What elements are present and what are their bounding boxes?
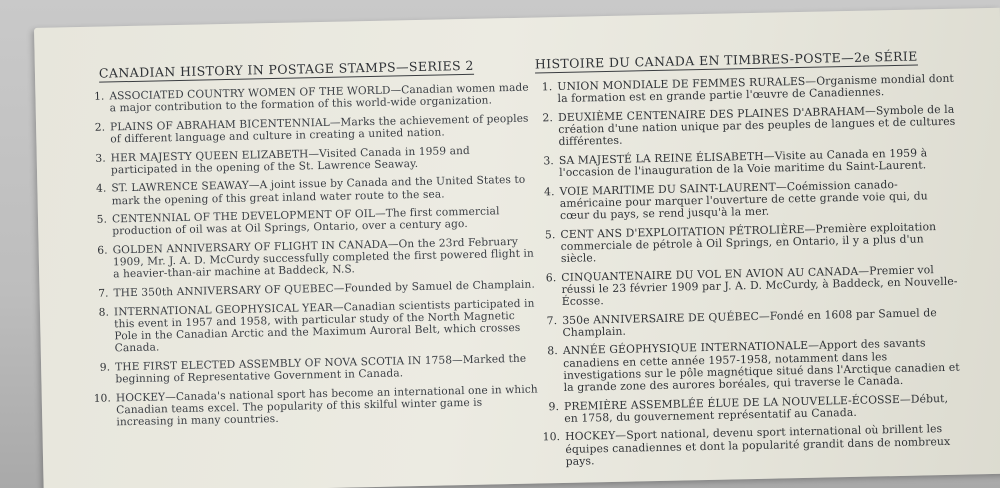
french-list-item bbox=[540, 306, 960, 339]
french-list-item bbox=[535, 73, 955, 106]
english-list-item bbox=[89, 143, 534, 177]
item-text: VOIE MARITIME DU SAINT-LAURENT—Coémission canado-américaine pour marquer l'ouverture de cette grande voie qui, du cœur du pays, se rend jusqu'à la mer. bbox=[559, 177, 928, 223]
english-list-item bbox=[89, 174, 534, 208]
item-text: GOLDEN ANNIVERSARY OF FLIGHT IN CANADA—On the 23rd February 1909, Mr. J. A. D. McCurdy successfully completed the first powered flight in a heavier-than-air machine at Baddeck, N.S. bbox=[112, 235, 535, 281]
item-text: CENTENNIAL OF THE DEVELOPMENT OF OIL—The first commercial production of oil was at Oil Springs, Ontario, over a century ago. bbox=[111, 205, 500, 238]
item-text: CENT ANS D'EXPLOITATION PÉTROLIÈRE—Première exploitation commerciale de pétrole à Oil Springs, en Ontario, il y a plus d'un siècle. bbox=[560, 219, 937, 266]
item-text: THE FIRST ELECTED ASSEMBLY OF NOVA SCOTIA IN 1758—Marked the beginning of Representative Government in Canada. bbox=[114, 352, 527, 386]
item-text: HER MAJESTY QUEEN ELIZABETH—Visited Canada in 1959 and participated in the opening of the St. Lawrence Seaway. bbox=[110, 144, 470, 177]
stamp-info-card bbox=[34, 8, 1000, 488]
french-items-list bbox=[535, 73, 963, 469]
english-list-item bbox=[88, 112, 533, 146]
item-number: 8. bbox=[98, 306, 110, 319]
item-text: SA MAJESTÉ LA REINE ÉLISABETH—Visite au Canada en 1959 à l'occasion de l'inauguration de la Voie maritime du Saint-Laurent. bbox=[558, 146, 928, 180]
french-list-item bbox=[537, 177, 958, 222]
english-list-item bbox=[94, 383, 540, 429]
french-list-item bbox=[541, 337, 962, 395]
item-number: 7. bbox=[546, 313, 558, 327]
item-number: 2. bbox=[94, 121, 106, 134]
item-text: INTERNATIONAL GEOPHYSICAL YEAR—Canadian scientists participated in this event in 1957 and 1958, with particular study of the North Magnetic Pole in the Canadian Arctic and the Maximum Auroral Belt, which crosses Canada. bbox=[113, 297, 535, 355]
item-number: 2. bbox=[542, 110, 554, 125]
item-text: ASSOCIATED COUNTRY WOMEN OF THE WORLD—Canadian women made a major contribution to the formation of this world-wide organization. bbox=[109, 81, 529, 115]
item-number: 3. bbox=[543, 153, 555, 168]
french-heading: HISTOIRE DU CANADA EN TIMBRES-POSTE—2e SÉRIE bbox=[534, 48, 918, 72]
item-number: 4. bbox=[95, 182, 107, 196]
item-text: HOCKEY—Canada's national sport has become an international one in which Canadian teams excel. The popularity of this skilful winter game is increasing in many countries. bbox=[115, 383, 538, 429]
item-number: 5. bbox=[544, 227, 556, 241]
french-list-item bbox=[537, 146, 957, 179]
item-number: 10. bbox=[542, 430, 561, 444]
item-text: ST. LAWRENCE SEAWAY—A joint issue by Canada and the United States to mark the opening of this great inland water route to the sea. bbox=[111, 174, 526, 208]
item-number: 8. bbox=[547, 344, 559, 358]
english-items-list bbox=[87, 82, 539, 429]
french-column bbox=[535, 45, 964, 475]
item-text: DEUXIÈME CENTENAIRE DES PLAINES D'ABRAHAM—Symbole de la création d'une nation unique par des peuples de langues et de cultures différentes. bbox=[557, 102, 956, 149]
english-list-item bbox=[92, 297, 538, 355]
french-list-item bbox=[539, 263, 960, 308]
item-text: PREMIÈRE ASSEMBLÉE ÉLUE DE LA NOUVELLE-ÉCOSSE—Début, en 1758, du gouvernement représentatif au Canada. bbox=[563, 391, 949, 425]
french-list-item bbox=[536, 104, 957, 149]
item-number: 4. bbox=[543, 184, 555, 198]
item-text: PLAINS OF ABRAHAM BICENTENNIAL—Marks the achievement of peoples of different language and culture in creating a united nation. bbox=[109, 112, 529, 146]
item-number: 3. bbox=[95, 152, 106, 165]
item-text: THE 350th ANNIVERSARY OF QUEBEC—Founded by Samuel de Champlain. bbox=[113, 278, 535, 300]
item-number: 10. bbox=[93, 392, 112, 405]
item-number: 9. bbox=[99, 361, 111, 374]
item-text: 350e ANNIVERSAIRE DE QUÉBEC—Fondé en 1608 par Samuel de Champlain. bbox=[562, 305, 937, 339]
item-number: 1. bbox=[541, 80, 553, 94]
item-number: 5. bbox=[96, 213, 108, 226]
item-number: 7. bbox=[98, 287, 109, 300]
item-text: HOCKEY—Sport national, devenu sport international où brillent les équipes canadiennes et dont la popularité grandit dans de nombreux pays. bbox=[565, 422, 951, 468]
english-list-item bbox=[91, 279, 536, 301]
english-list-item bbox=[93, 352, 538, 386]
item-number: 6. bbox=[97, 244, 108, 257]
english-list-item bbox=[90, 205, 535, 239]
english-heading: CANADIAN HISTORY IN POSTAGE STAMPS—SERIES 2 bbox=[98, 57, 474, 81]
item-number: 1. bbox=[94, 90, 105, 103]
french-list-item bbox=[543, 423, 964, 468]
french-list-item bbox=[542, 392, 962, 425]
french-list-item bbox=[538, 220, 959, 265]
item-text: UNION MONDIALE DE FEMMES RURALES—Organisme mondial dont la formation est en grande partie l'œuvre de Canadiennes. bbox=[557, 71, 955, 106]
english-list-item bbox=[91, 236, 537, 282]
item-number: 6. bbox=[545, 270, 557, 284]
english-column bbox=[87, 54, 540, 436]
item-number: 9. bbox=[548, 399, 560, 413]
english-list-item bbox=[87, 82, 532, 116]
item-text: CINQUANTENAIRE DU VOL EN AVION AU CANADA—Premier vol réussi le 23 février 1909 par J. A. D. McCurdy, à Baddeck, en Nouvelle-Écosse. bbox=[561, 262, 958, 309]
item-text: ANNÉE GÉOPHYSIQUE INTERNATIONALE—Apport des savants canadiens en cette année 1957-1958, notamment dans les investigations sur le pôle magnétique situé dans l'Arctique canadien et la grande zone des aurores boréales, qui traverse le Canada. bbox=[562, 336, 960, 394]
